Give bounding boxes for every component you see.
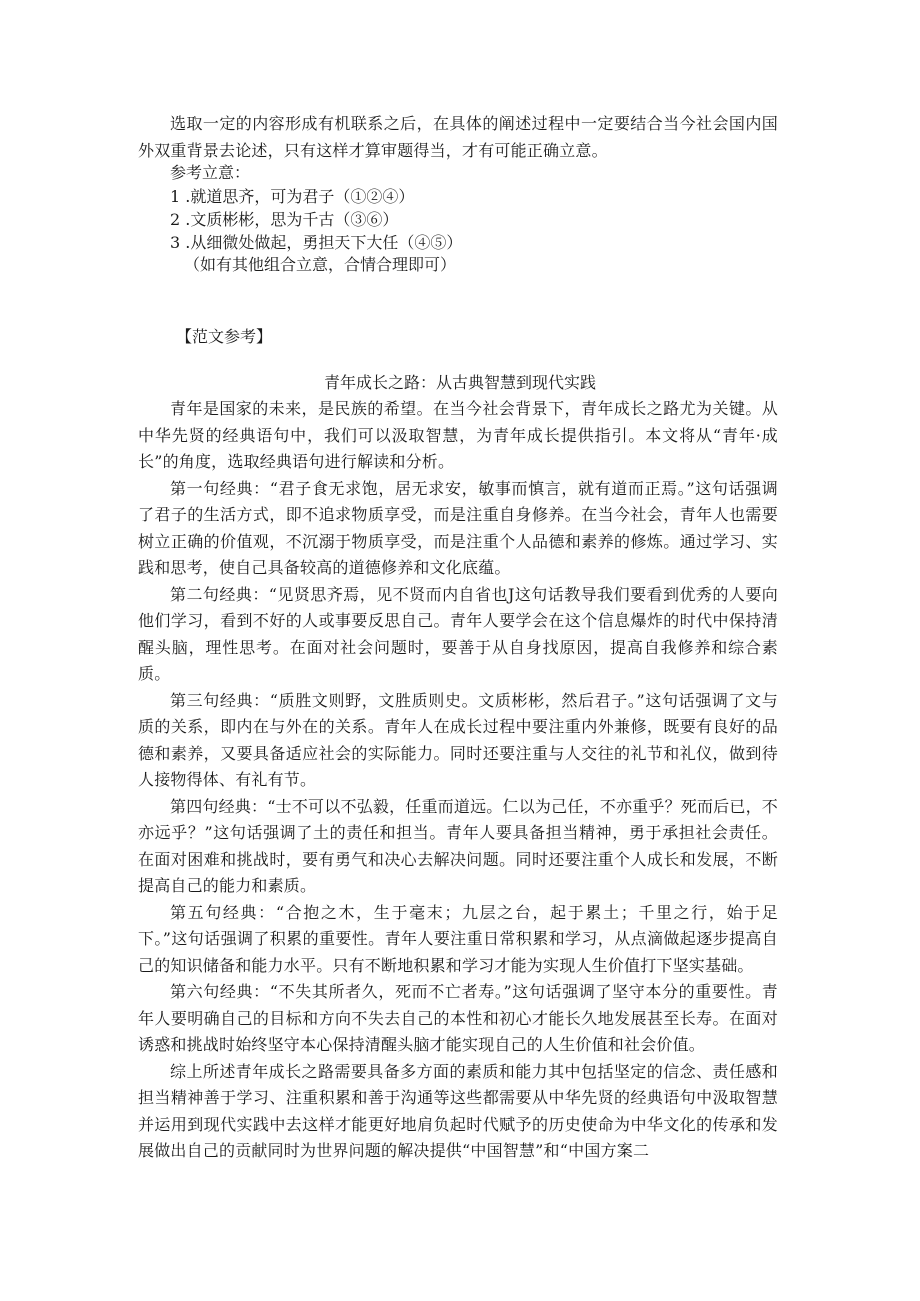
essay-paragraph-classic-3: 第三句经典：“质胜文则野，文胜质则史。文质彬彬，然后君子。”这句话强调了文与质的关系，即内在与外在的关系。青年人在成长过程中要注重内外兼修，既要有良好的品德和素养，又要具备适应社会的实际能力。同时还要注重与人交往的礼节和礼仪，做到待人接物得体、有礼有节。 [138,690,778,789]
essay-title: 青年成长之路：从古典智慧到现代实践 [323,373,596,392]
section-label: 【范文参考】 [176,327,273,346]
intro-paragraph: 选取一定的内容形成有机联系之后，在具体的阐述过程中一定要结合当今社会国内国外双重背景去论述，只有这样才算审题得当，才有可能正确立意。 [138,114,778,160]
essay-paragraph-classic-5: 第五句经典：“合抱之木，生于毫末；九层之台，起于累土；千里之行，始于足下。”这句话强调了积累的重要性。青年人要注重日常积累和学习，从点滴做起逐步提高自己的知识储备和能力水平。只有不断地积累和学习才能为实现人生价值打下坚实基础。 [138,902,778,975]
essay-paragraph-classic-1: 第一句经典：“君子食无求饱，居无求安，敏事而慎言，就有道而正焉。”这句话强调了君子的生活方式，即不追求物质享受，而是注重自身修养。在当今社会，青年人也需要树立正确的价值观，不沉溺于物质享受，而是注重个人品德和素养的修炼。通过学习、实践和思考，使自己具备较高的道德修养和文化底蕴。 [138,478,778,577]
essay-paragraph-classic-6: 第六句经典：“不失其所者久，死而不亡者寿。”这句话强调了坚守本分的重要性。青年人要明确自己的目标和方向不失去自己的本性和初心才能长久地发展甚至长寿。在面对诱惑和挑战时始终坚守本心保持清醒头脑才能实现自己的人生价值和社会价值。 [138,982,778,1054]
idea-item-2: 2 .文质彬彬，思为千古（③⑥） [170,210,399,229]
essay-paragraph-intro: 青年是国家的未来，是民族的希望。在当今社会背景下，青年成长之路尤为关键。从中华先贤的经典语句中，我们可以汲取智慧，为青年成长提供指引。本文将从“青年·成长”的角度，选取经典语句进行解读和分析。 [138,399,778,471]
essay-body [138,396,778,1165]
ideas-label: 参考立意： [170,163,251,182]
essay-paragraph-classic-2: 第二句经典：“见贤思齐焉，见不贤而内自省也J这句话教导我们要看到优秀的人要向他们学习，看到不好的人或事要反思自己。青年人要学会在这个信息爆炸的时代中保持清醒头脑，理性思考。在面对社会问题时，要善于从自身找原因，提高自我修养和综合素质。 [138,584,778,683]
essay-paragraph-conclusion: 综上所述青年成长之路需要具备多方面的素质和能力其中包括坚定的信念、责任感和担当精神善于学习、注重积累和善于沟通等这些都需要从中华先贤的经典语句中汲取智慧并运用到现代实践中去这样才能更好地肩负起时代赋予的历史使命为中华文化的传承和发展做出自己的贡献同时为世界问题的解决提供“中国智慧”和“中国方案二 [138,1061,778,1160]
idea-item-3: 3 .从细微处做起，勇担天下大任（④⑤） [170,233,463,252]
idea-item-1: 1 .就道思齐，可为君子（①②④） [170,187,415,206]
essay-paragraph-classic-4: 第四句经典：“士不可以不弘毅，任重而道远。仁以为己任，不亦重乎？死而后已，不亦远乎？”这句话强调了土的责任和担当。青年人要具备担当精神，勇于承担社会责任。在面对困难和挑战时，要有勇气和决心去解决问题。同时还要注重个人成长和发展，不断提高自己的能力和素质。 [138,796,778,895]
intro-paragraph-block [138,111,778,164]
ideas-note: （如有其他组合立意，合情合理即可） [184,255,457,274]
